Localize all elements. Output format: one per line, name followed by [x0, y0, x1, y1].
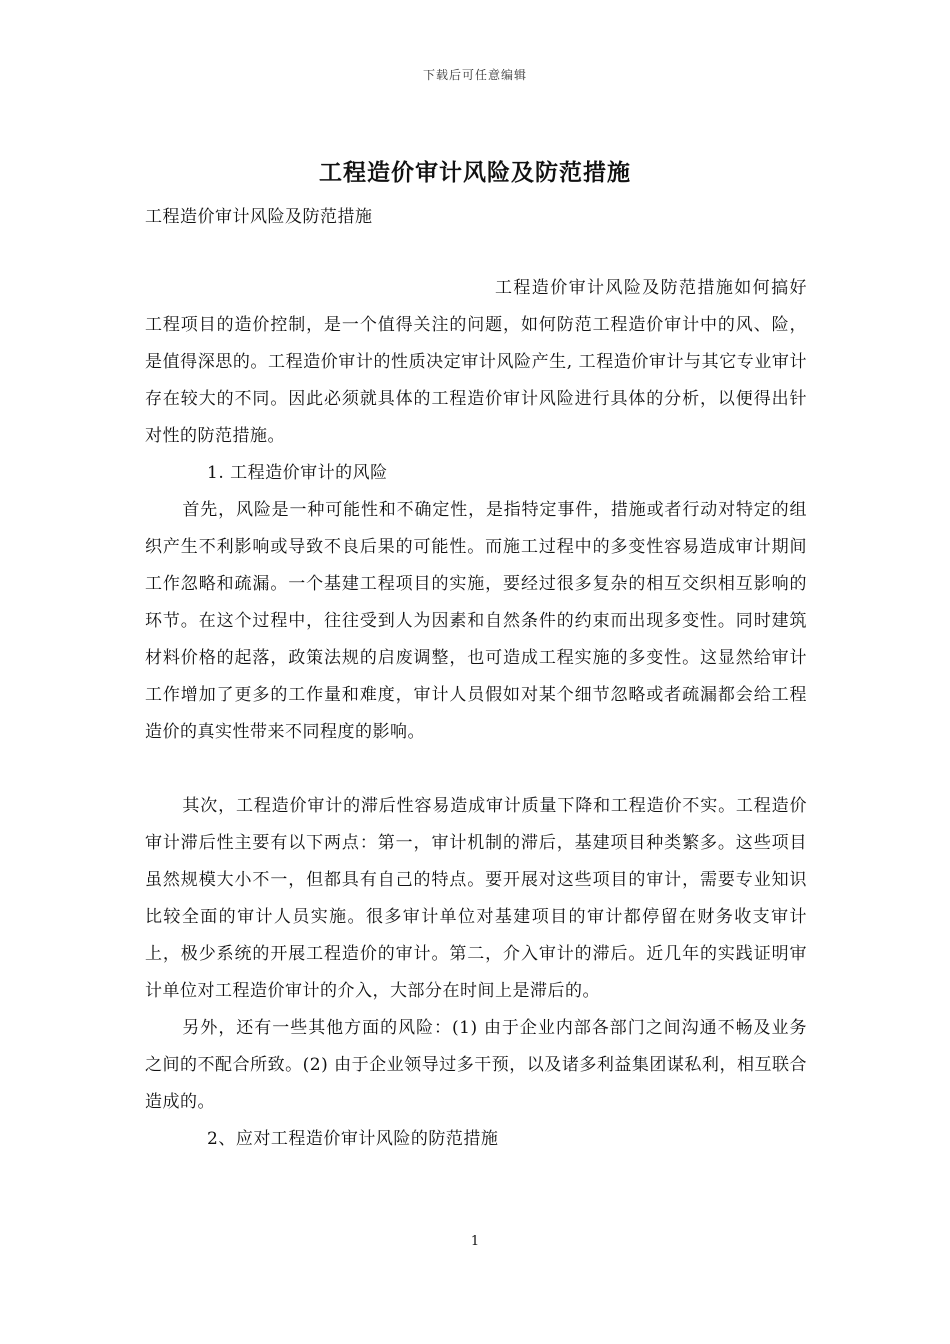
paragraph-other-risks: 另外，还有一些其他方面的风险：(1) 由于企业内部各部门之间沟通不畅及业务之间的不配合所致。(2) 由于企业领导过多干预，以及诸多利益集团谋私利，相互联合造成的。: [145, 1018, 807, 1112]
section-heading-measures: 2、应对工程造价审计风险的防范措施: [207, 1129, 499, 1149]
page-header-note: 下载后可任意编辑: [422, 68, 527, 82]
intro-paragraph: 工程造价审计风险及防范措施如何搞好工程项目的造价控制，是一个值得关注的问题，如何防范工程造价审计中的风、险，是值得深思的。工程造价审计的性质决定审计风险产生, 工程造价审计与其它专业审计存在较大的不同。因此必须就具体的工程造价审计风险进行具体的分析，以便得出针对性的防范措施。: [145, 278, 807, 446]
page-number: 1: [470, 1234, 480, 1249]
document-body: [145, 270, 807, 1158]
document-title: 工程造价审计风险及防范措施: [319, 159, 631, 186]
document-subtitle: 工程造价审计风险及防范措施: [145, 207, 373, 227]
paragraph-first-risk: 首先，风险是一种可能性和不确定性，是指特定事件，措施或者行动对特定的组织产生不利影响或导致不良后果的可能性。而施工过程中的多变性容易造成审计期间工作忽略和疏漏。一个基建工程项目的实施，要经过很多复杂的相互交织相互影响的环节。在这个过程中，往往受到人为因素和自然条件的约束而出现多变性。同时建筑材料价格的起落，政策法规的启废调整，也可造成工程实施的多变性。这显然给审计工作增加了更多的工作量和难度，审计人员假如对某个细节忽略或者疏漏都会给工程造价的真实性带来不同程度的影响。: [145, 500, 807, 742]
paragraph-second-risk: 其次，工程造价审计的滞后性容易造成审计质量下降和工程造价不实。工程造价审计滞后性主要有以下两点：第一，审计机制的滞后，基建项目种类繁多。这些项目虽然规模大小不一，但都具有自己的特点。要开展对这些项目的审计，需要专业知识比较全面的审计人员实施。很多审计单位对基建项目的审计都停留在财务收支审计上，极少系统的开展工程造价的审计。第二，介入审计的滞后。近几年的实践证明审计单位对工程造价审计的介入，大部分在时间上是滞后的。: [145, 796, 807, 1001]
paragraph-spacer: [145, 751, 807, 788]
section-heading-risks: 1. 工程造价审计的风险: [207, 463, 388, 483]
